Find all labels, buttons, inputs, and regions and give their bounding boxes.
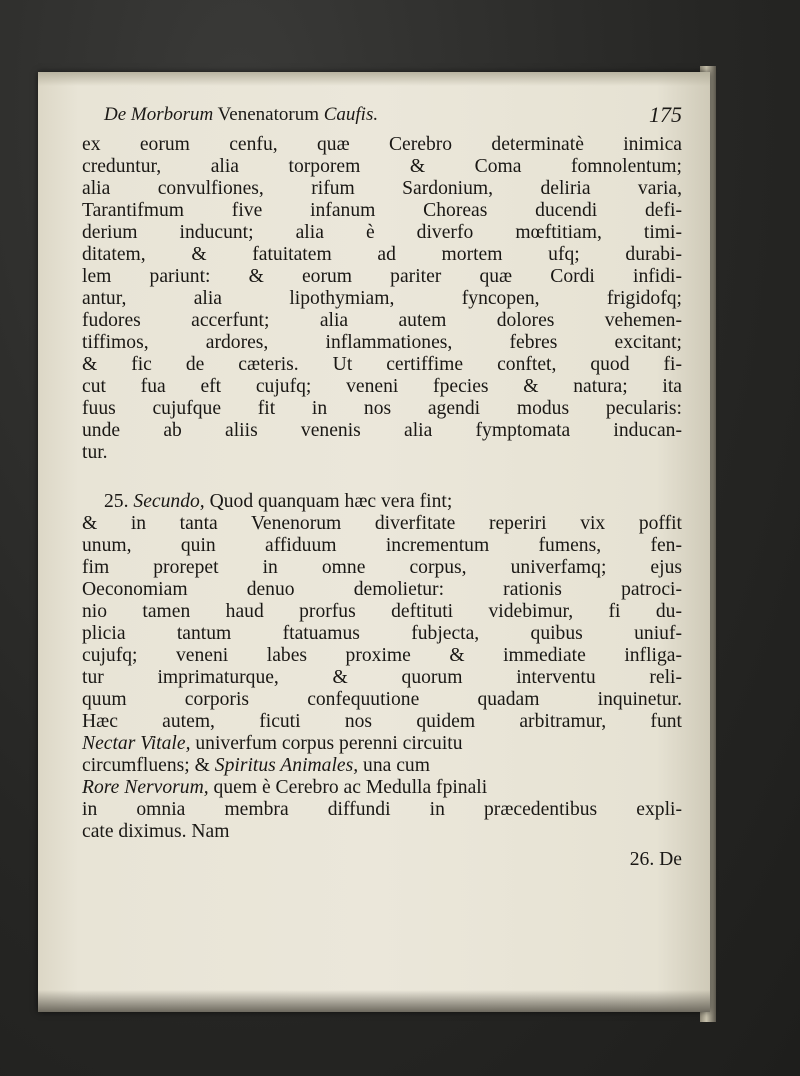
running-header (82, 100, 682, 132)
text-span: quem è Cerebro ac Medulla fpinali (213, 777, 488, 798)
text-line: antur, alia lipothymiam, fyncopen, frigidofq; (82, 288, 682, 309)
text-line: & in tanta Venenorum diverfitate reperiri vix poffit (82, 513, 682, 534)
text-line: nio tamen haud prorfus deftituti videbimur, fi du- (82, 601, 682, 622)
text-span: una cum (363, 755, 430, 776)
text-line: derium inducunt; alia è diverfo mœftitiam, timi- (82, 222, 682, 243)
text-span: univerfum corpus perenni circuitu (195, 733, 463, 754)
running-title-part2: Venenatorum (217, 104, 319, 125)
text-line: lem pariunt: & eorum pariter quæ Cordi infidi- (82, 266, 682, 287)
text-line: fim prorepet in omne corpus, univerfamq; ejus (82, 557, 682, 578)
text-line: Tarantifmum five infanum Choreas ducendi defi- (82, 200, 682, 221)
text-line: alia convulfiones, rifum Sardonium, deliria varia, (82, 178, 682, 199)
text-line: cujufq; veneni labes proxime & immediate infliga- (82, 645, 682, 666)
text-line (82, 491, 682, 513)
running-title-part1: De Morborum (104, 104, 214, 125)
text-line: fudores accerfunt; alia autem dolores vehemen- (82, 310, 682, 331)
text-line: ditatem, & fatuitatem ad mortem ufq; durabi- (82, 244, 682, 265)
text-line: & fic de cæteris. Ut certiffime conftet, quod fi- (82, 354, 682, 375)
text-span: circumfluens; & (82, 755, 210, 776)
text-span-italic: Nectar Vitale, (82, 733, 191, 754)
paragraph-gap (82, 464, 682, 491)
body-text (82, 134, 682, 871)
text-line: fuus cujufque fit in nos agendi modus pecularis: (82, 398, 682, 419)
text-line (82, 777, 682, 799)
paragraph-1 (82, 134, 682, 464)
text-line: plicia tantum ftatuamus fubjecta, quibus uniuf- (82, 623, 682, 644)
text-line: ex eorum cenfu, quæ Cerebro determinatè inimica (82, 134, 682, 155)
section-number: 25. (104, 491, 129, 512)
text-line: unde ab aliis venenis alia fymptomata inducan- (82, 420, 682, 441)
text-line: Hæc autem, ficuti nos quidem arbitramur, funt (82, 711, 682, 732)
text-line: quum corporis confequutione quadam inquinetur. (82, 689, 682, 710)
text-line: tur. (82, 442, 108, 463)
text-line: tur imprimaturque, & quorum interventu reli- (82, 667, 682, 688)
text-line: Oeconomiam denuo demolietur: rationis patroci- (82, 579, 682, 600)
text-line: cate diximus. Nam (82, 821, 230, 842)
text-span-italic: Rore Nervorum, (82, 777, 209, 798)
running-title (104, 104, 378, 126)
text-line: in omnia membra diffundi in præcedentibus expli- (82, 799, 682, 820)
page-number: 175 (649, 102, 682, 127)
text-line: unum, quin affiduum incrementum fumens, fen- (82, 535, 682, 556)
text-line (82, 733, 682, 755)
text-span: Quod quanquam hæc vera fint; (209, 491, 453, 512)
catchword: 26. De (629, 849, 682, 870)
section-label: Secundo, (133, 491, 205, 512)
running-title-part3: Caufis. (323, 104, 379, 125)
text-line: tiffimos, ardores, inflammationes, febres excitant; (82, 332, 682, 353)
text-line: cut fua eft cujufq; veneni fpecies & natura; ita (82, 376, 682, 397)
text-line: creduntur, alia torporem & Coma fomnolentum; (82, 156, 682, 177)
text-line (82, 755, 682, 777)
text-span-italic: Spiritus Animales, (214, 755, 359, 776)
paragraph-2 (82, 491, 682, 843)
